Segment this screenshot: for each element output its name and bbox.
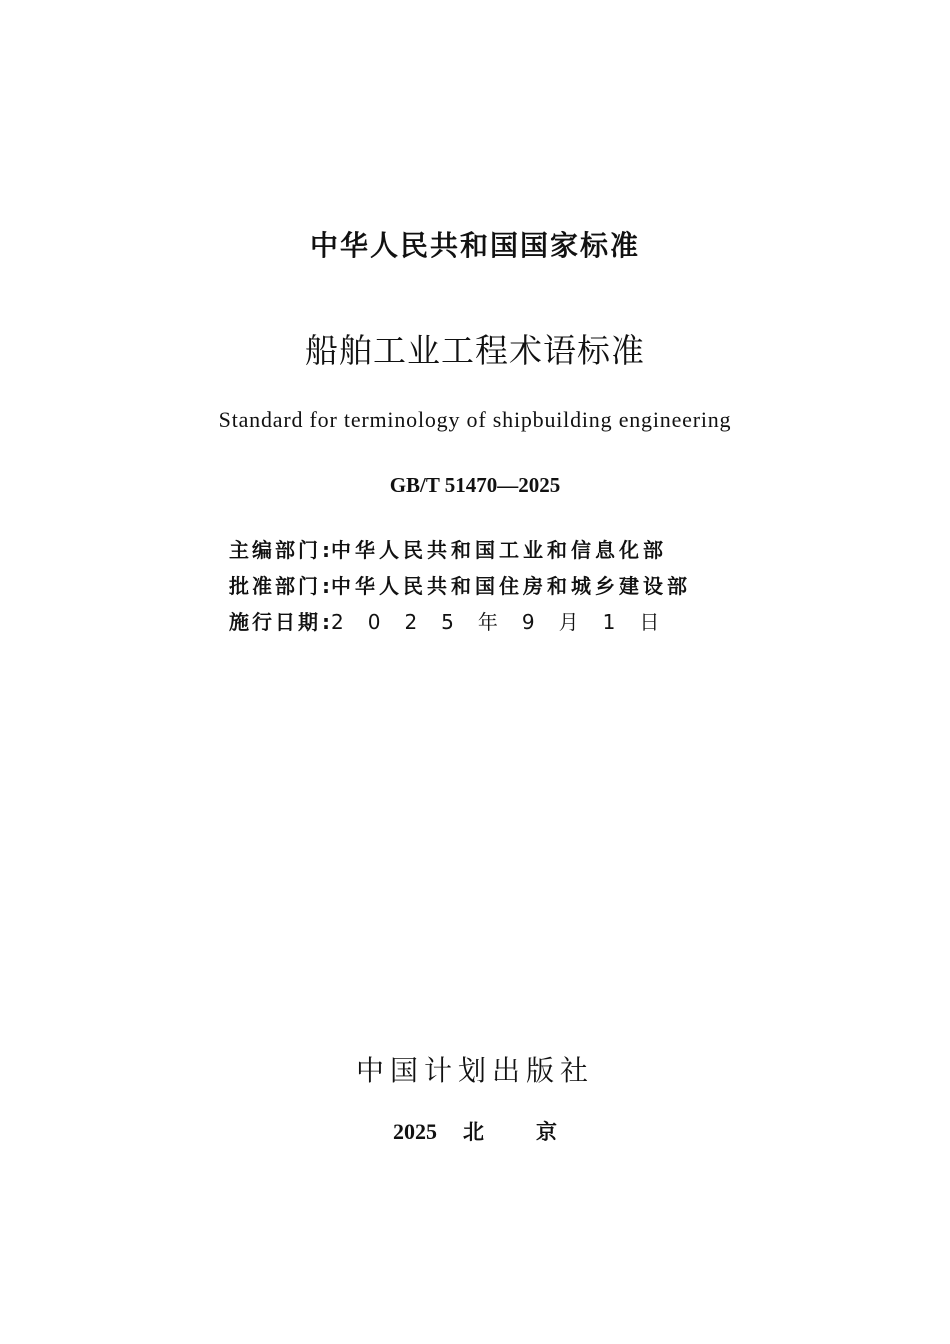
editor-department-value: 中华人民共和国工业和信息化部 bbox=[331, 538, 667, 562]
title-chinese: 船舶工业工程术语标准 bbox=[305, 331, 645, 370]
editor-department-colon: : bbox=[322, 538, 330, 562]
issuing-info bbox=[229, 532, 749, 640]
approval-department-label: 批准部门 bbox=[229, 574, 321, 598]
standard-category: 中华人民共和国国家标准 bbox=[309, 229, 640, 262]
approval-department-colon: : bbox=[322, 574, 330, 598]
publication-line bbox=[0, 1116, 950, 1148]
standard-number: GB/T 51470—2025 bbox=[389, 473, 561, 497]
editor-department-label: 主编部门 bbox=[229, 538, 321, 562]
approval-department-row bbox=[229, 568, 749, 604]
publisher-name: 中国计划出版社 bbox=[355, 1054, 594, 1087]
title-english: Standard for terminology of shipbuilding engineering bbox=[218, 407, 732, 432]
editor-department-row bbox=[229, 532, 749, 568]
effective-date-label: 施行日期 bbox=[229, 610, 321, 634]
publication-year: 2025 bbox=[393, 1119, 437, 1144]
effective-date-colon: : bbox=[322, 610, 330, 634]
effective-date-value: 2025年9月1日 bbox=[331, 610, 684, 634]
effective-date-row bbox=[229, 604, 749, 640]
approval-department-value: 中华人民共和国住房和城乡建设部 bbox=[331, 574, 691, 598]
publication-city: 北京 bbox=[463, 1120, 609, 1144]
